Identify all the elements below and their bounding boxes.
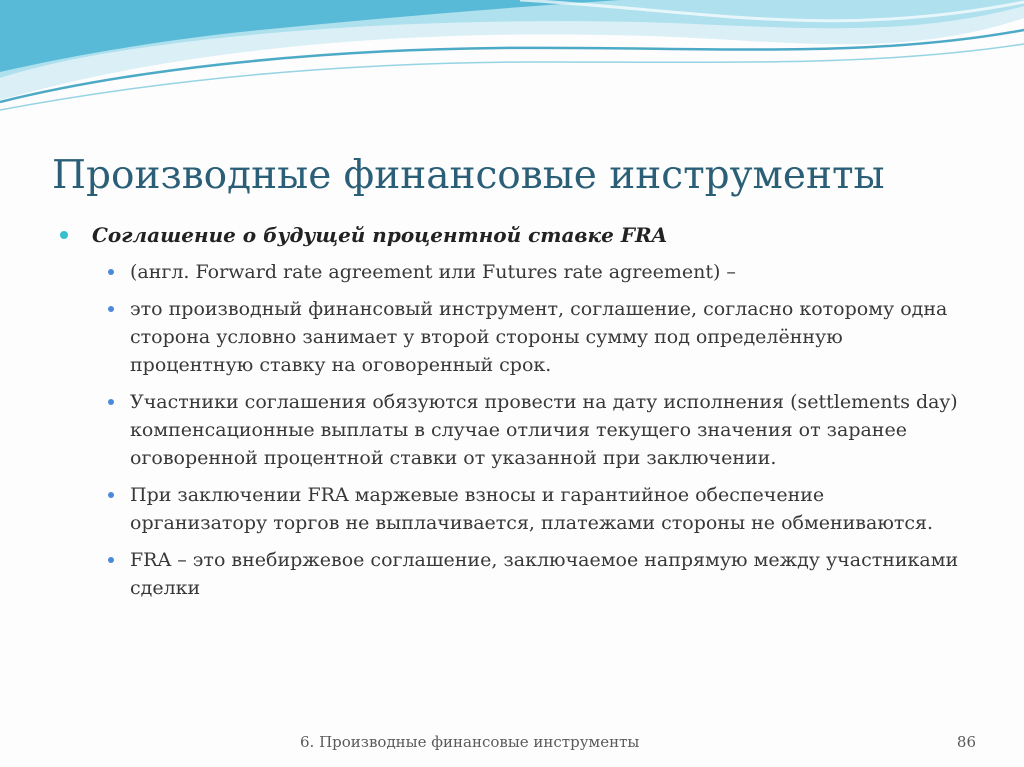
main-bullet-dot-icon xyxy=(60,231,68,239)
footer-text: 6. Производные финансовые инструменты xyxy=(300,733,640,751)
slide-title: Производные финансовые инструменты xyxy=(52,153,885,198)
list-item-text: FRA – это внебиржевое соглашение, заключаемое напрямую между участниками сделки xyxy=(130,549,959,599)
list-item-text: При заключении FRA маржевые взносы и гарантийное обеспечение организатору торгов не выплачивается, платежами стороны не обмениваются. xyxy=(130,484,934,534)
list-item-text: (англ. Forward rate agreement или Futures rate agreement) – xyxy=(130,261,736,283)
list-item-text: это производный финансовый инструмент, соглашение, согласно которому одна сторона условно занимает у второй стороны сумму под определённую процентную ставку на оговоренный срок. xyxy=(130,298,948,376)
list-item xyxy=(60,546,965,602)
sub-bullet-list xyxy=(60,258,960,602)
list-item xyxy=(60,295,965,379)
wave-decoration xyxy=(0,0,1024,120)
list-item xyxy=(60,481,965,537)
main-bullet-text: Соглашение о будущей процентной ставке FRA xyxy=(92,223,668,247)
sub-bullet-dot-icon xyxy=(108,399,114,405)
sub-bullet-dot-icon xyxy=(108,492,114,498)
main-bullet xyxy=(60,218,960,252)
slide-content xyxy=(60,218,960,611)
sub-bullet-dot-icon xyxy=(108,269,114,275)
slide-number: 86 xyxy=(956,733,976,751)
sub-bullet-dot-icon xyxy=(108,306,114,312)
list-item xyxy=(60,388,965,472)
sub-bullet-dot-icon xyxy=(108,557,114,563)
list-item xyxy=(60,258,965,286)
list-item-text: Участники соглашения обязуются провести на дату исполнения (settlements day) компенсационные выплаты в случае отличия текущего значения от заранее оговоренной процентной ставки от указанной при заключении. xyxy=(130,391,958,469)
